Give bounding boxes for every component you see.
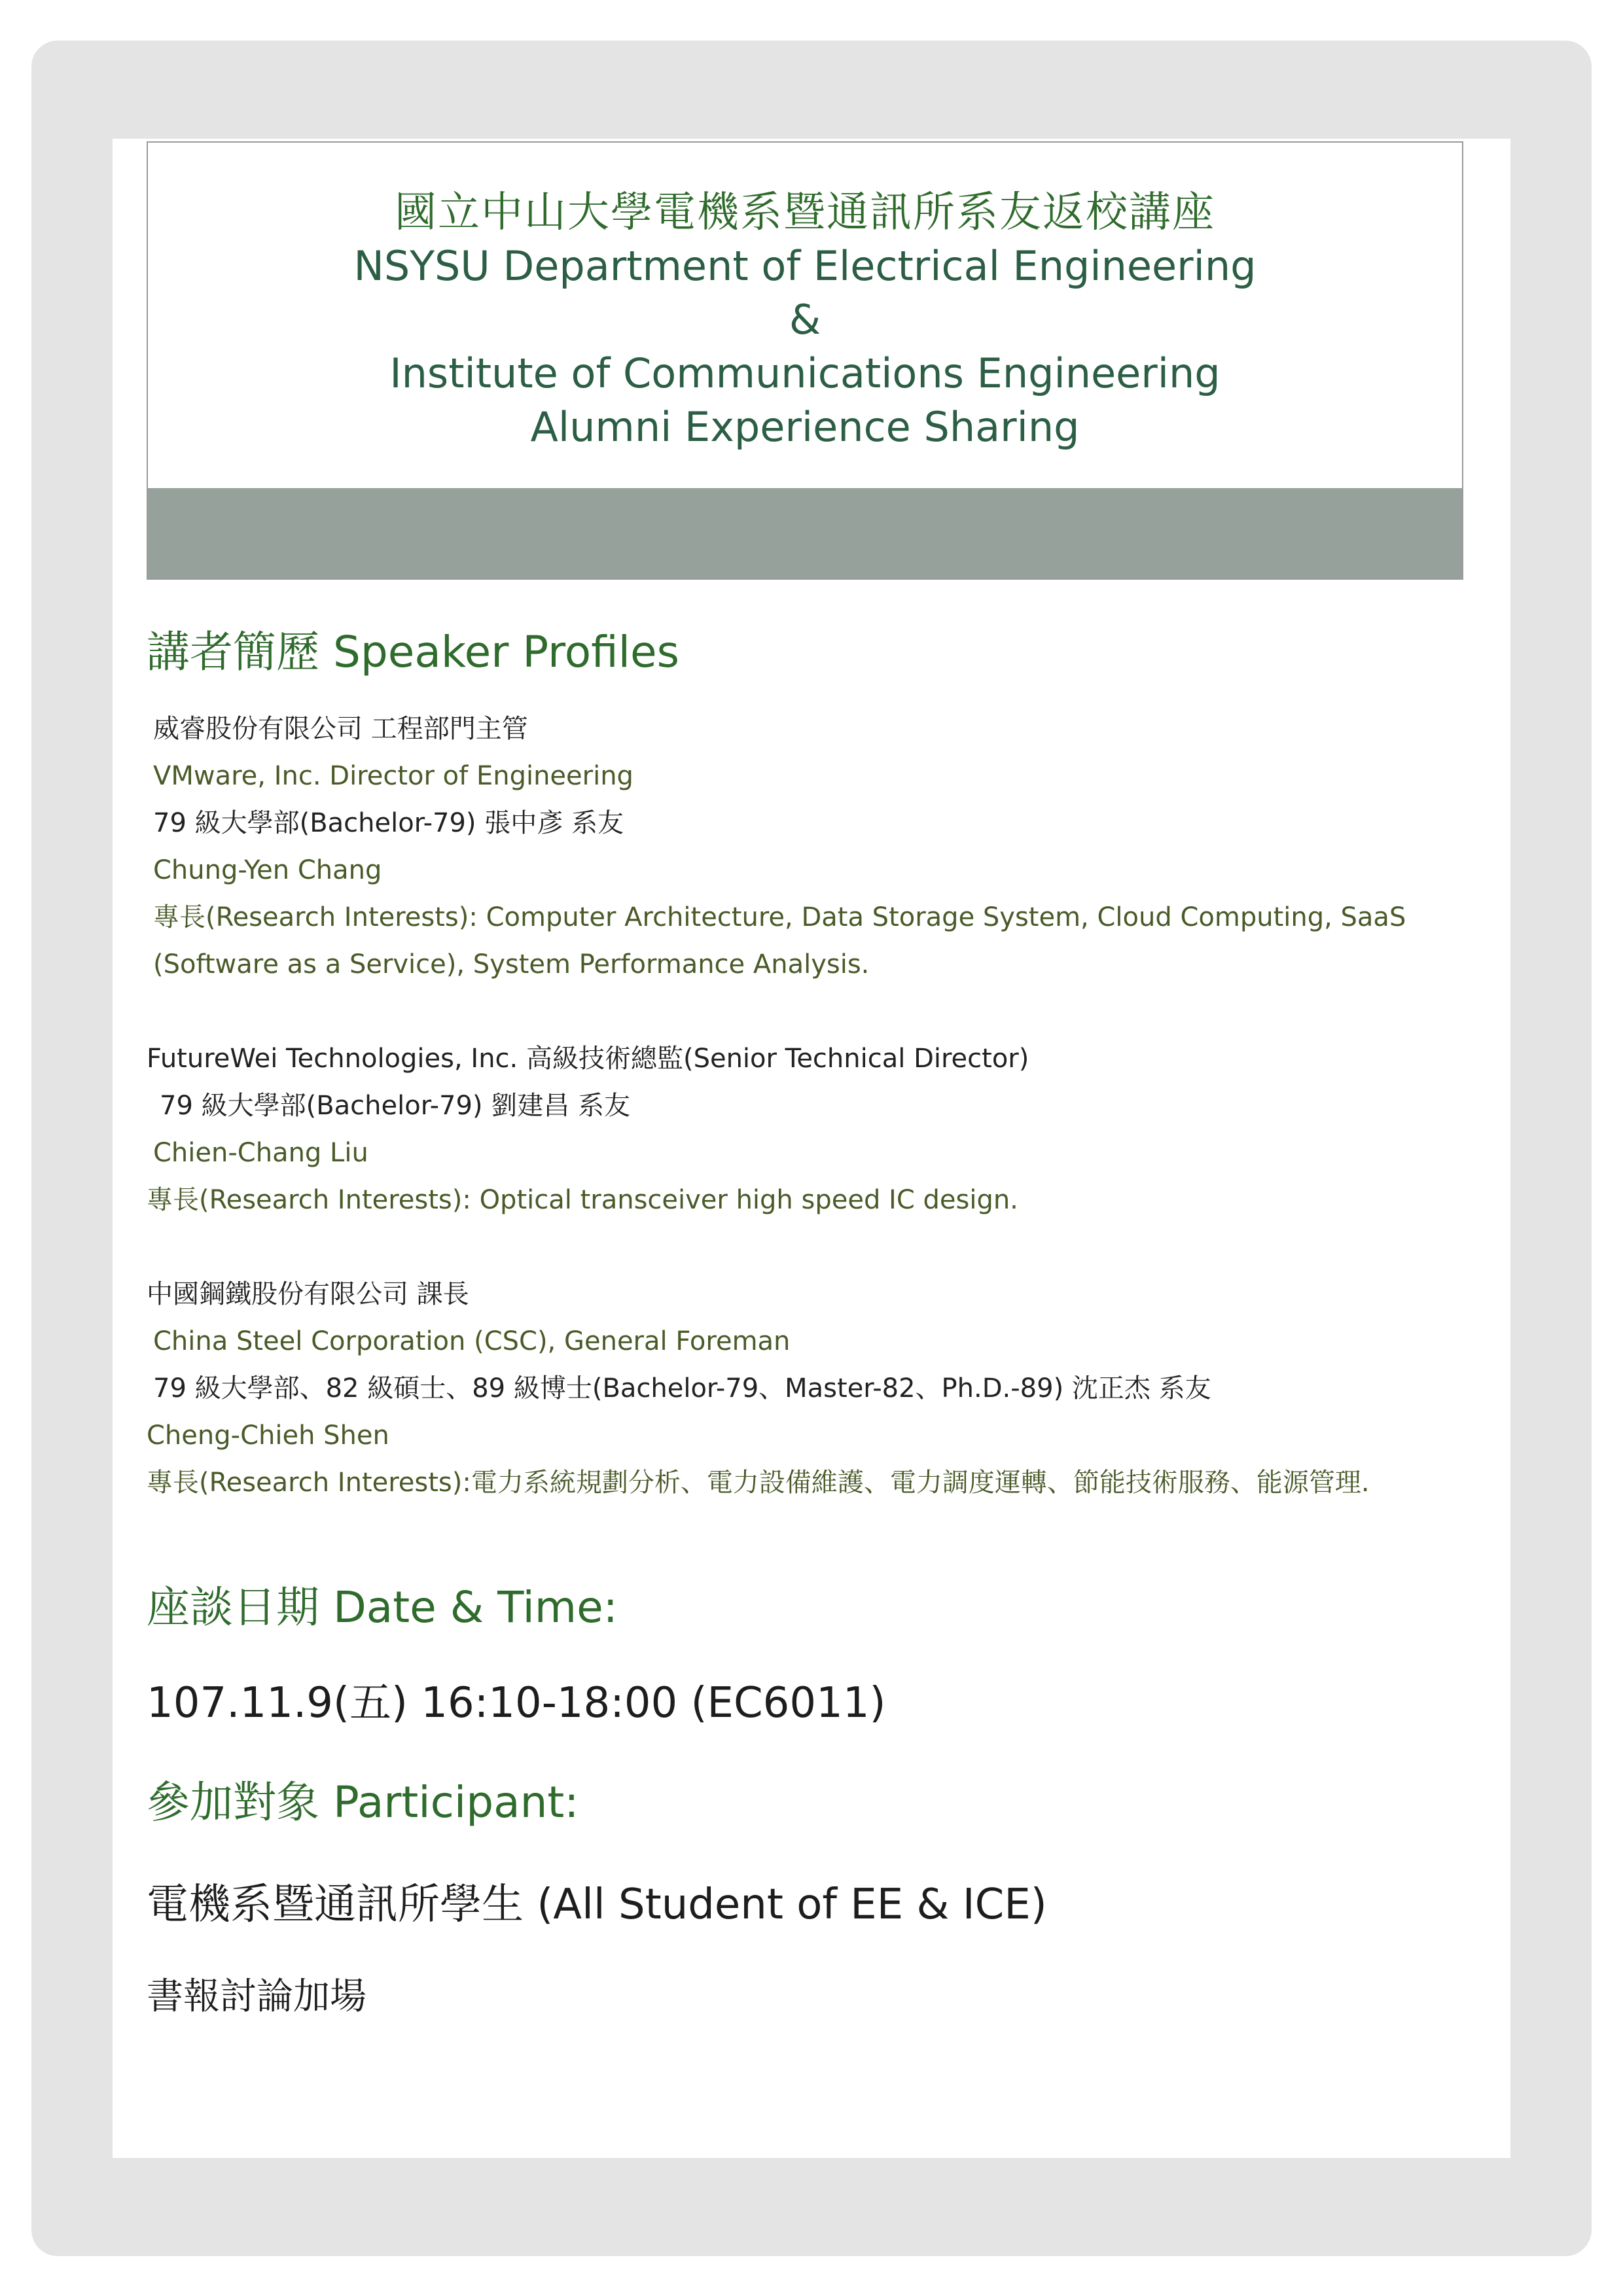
header-bar <box>148 488 1462 578</box>
date-heading: 座談日期 Date & Time: <box>147 1582 618 1633</box>
speaker-alumni: 79 級大學部、82 級碩士、89 級博士(Bachelor-79、Master-82、Ph.D.-89) 沈正杰 系友 <box>153 1373 1211 1404</box>
header-line-4: Alumni Experience Sharing <box>530 403 1080 451</box>
speaker-name-en: Chien-Chang Liu <box>153 1138 368 1168</box>
speaker-interests: 專長(Research Interests):電力系統規劃分析、電力設備維護、電力調度運轉、節能技術服務、能源管理. <box>147 1468 1370 1498</box>
extra-note: 書報討論加場 <box>147 1975 366 2018</box>
header-box <box>147 141 1463 580</box>
speaker-profiles <box>147 705 1488 1506</box>
content <box>147 623 1488 2023</box>
flyer-page <box>113 139 1510 2158</box>
header-line-1: NSYSU Department of Electrical Engineering <box>353 242 1257 290</box>
date-value: 107.11.9(五) 16:10-18:00 (EC6011) <box>147 1679 886 1727</box>
speaker-profile <box>147 1271 1488 1506</box>
participant-value: 電機系暨通訊所學生 (All Student of EE & ICE) <box>147 1881 1047 1929</box>
speaker-profile <box>147 705 1488 988</box>
header-line-3: Institute of Communications Engineering <box>389 349 1221 397</box>
speaker-company: FutureWei Technologies, Inc. 高級技術總監(Senior Technical Director) <box>147 1044 1029 1074</box>
header-line-2: & <box>789 296 821 344</box>
speaker-alumni: 79 級大學部(Bachelor-79) 劉建昌 系友 <box>160 1091 630 1121</box>
speaker-name-en: Cheng-Chieh Shen <box>147 1421 389 1451</box>
speaker-company: 中國鋼鐵股份有限公司 課長 <box>147 1279 469 1309</box>
speaker-name-en: Chung-Yen Chang <box>153 855 382 885</box>
speaker-profile <box>147 1035 1488 1224</box>
speaker-interests: 專長(Research Interests): Computer Architecture, Data Storage System, Cloud Computing, SaaS <box>153 902 1406 932</box>
speaker-alumni: 79 級大學部(Bachelor-79) 張中彥 系友 <box>153 808 624 838</box>
participant-heading: 參加對象 Participant: <box>147 1777 579 1828</box>
speaker-interests-cont: (Software as a Service), System Performance Analysis. <box>153 949 870 980</box>
speaker-interests: 專長(Research Interests): Optical transceiver high speed IC design. <box>147 1185 1018 1215</box>
speaker-company-en: VMware, Inc. Director of Engineering <box>153 761 633 791</box>
header-text <box>148 186 1462 454</box>
header-title-cn: 國立中山大學電機系暨通訊所系友返校講座 <box>395 188 1215 237</box>
speaker-company-en: China Steel Corporation (CSC), General Foreman <box>153 1326 791 1356</box>
speaker-company: 威睿股份有限公司 工程部門主管 <box>153 714 528 744</box>
speakers-heading: 講者簡歷 Speaker Profiles <box>147 627 680 677</box>
